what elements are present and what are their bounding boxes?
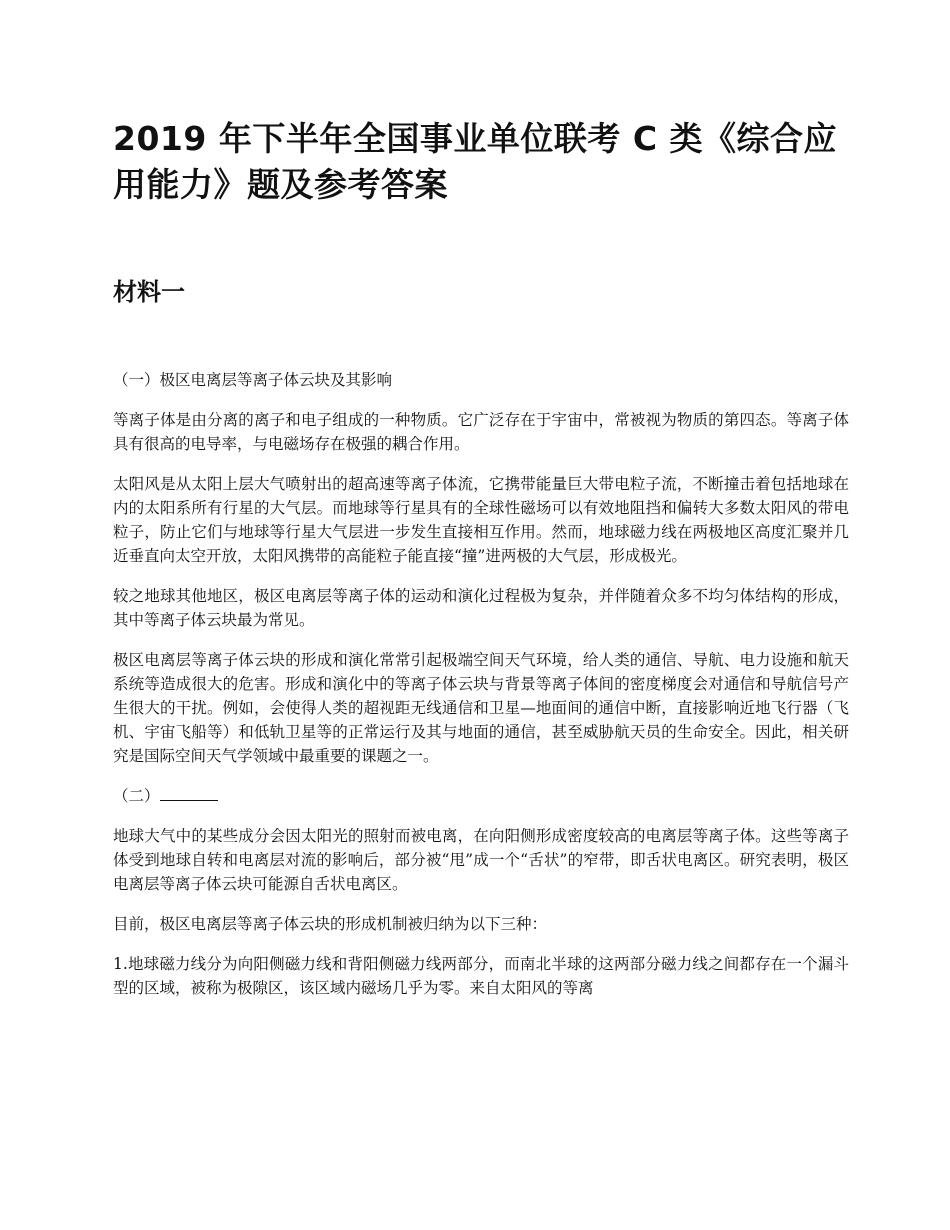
subheading-1: （一）极区电离层等离子体云块及其影响 — [113, 371, 393, 389]
paragraph: 较之地球其他地区，极区电离层等离子体的运动和演化过程极为复杂，并伴随着众多不均匀体结构的形成，其中等离子体云块最为常见。 — [113, 587, 849, 629]
subheading-2-label: （二） — [113, 787, 160, 805]
fill-in-blank-line — [160, 786, 218, 801]
section-heading: 材料一 — [113, 278, 185, 306]
paragraph: 目前，极区电离层等离子体云块的形成机制被归纳为以下三种： — [113, 915, 548, 933]
paragraph: 等离子体是由分离的离子和电子组成的一种物质。它广泛存在于宇宙中，常被视为物质的第四态。等离子体具有很高的电导率，与电磁场存在极强的耦合作用。 — [113, 411, 849, 453]
paragraph: 太阳风是从太阳上层大气喷射出的超高速等离子体流，它携带能量巨大带电粒子流，不断撞击着包括地球在内的太阳系所有行星的大气层。而地球等行星具有的全球性磁场可以有效地阻挡和偏转大多数太阳风的带电粒子，防止它们与地球等行星大气层进一步发生直接相互作用。然而，地球磁力线在两极地区高度汇聚并几近垂直向太空开放，太阳风携带的高能粒子能直接“撞”进两极的大气层，形成极光。 — [113, 475, 849, 565]
paragraph: 地球大气中的某些成分会因太阳光的照射而被电离，在向阳侧形成密度较高的电离层等离子体。这些等离子体受到地球自转和电离层对流的影响后，部分被“甩”成一个“舌状”的窄带，即舌状电离区。研究表明，极区电离层等离子体云块可能源自舌状电离区。 — [113, 827, 849, 893]
subheading-2 — [113, 784, 849, 808]
body-text — [113, 368, 849, 1016]
document-title: 2019 年下半年全国事业单位联考 C 类《综合应用能力》题及参考答案 — [113, 119, 838, 204]
paragraph: 1.地球磁力线分为向阳侧磁力线和背阳侧磁力线两部分，而南北半球的这两部分磁力线之间都存在一个漏斗型的区域，被称为极隙区，该区域内磁场几乎为零。来自太阳风的等离 — [113, 955, 849, 997]
paragraph: 极区电离层等离子体云块的形成和演化常常引起极端空间天气环境，给人类的通信、导航、电力设施和航天系统等造成很大的危害。形成和演化中的等离子体云块与背景等离子体间的密度梯度会对通信和导航信号产生很大的干扰。例如，会使得人类的超视距无线通信和卫星—地面间的通信中断，直接影响近地飞行器（飞机、宇宙飞船等）和低轨卫星等的正常运行及其与地面的通信，甚至威胁航天员的生命安全。因此，相关研究是国际空间天气学领域中最重要的课题之一。 — [113, 651, 849, 765]
